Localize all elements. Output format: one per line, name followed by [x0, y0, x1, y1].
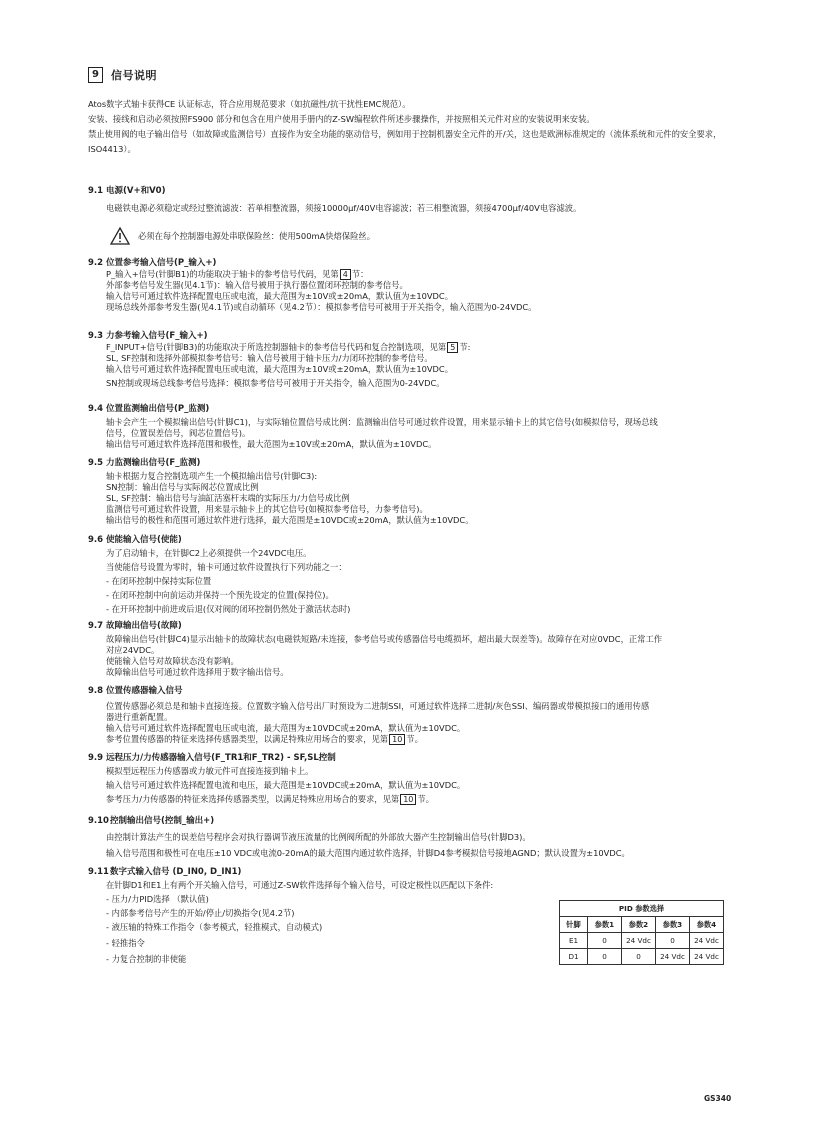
- intro-paragraph: 禁止使用阀的电子输出信号（如故障或监测信号）直接作为安全功能的驱动信号，例如用于控制机器安全元件的开/关，这也是欧洲标准规定的（流体系统和元件的安全要求，ISO4413）。: [88, 129, 722, 154]
- table-header: 参数1: [588, 917, 622, 933]
- list-item: - 液压轴的特殊工作指令（参考模式，轻推模式，自动模式): [106, 922, 323, 932]
- subsection-title: 控制输出信号(控制_输出+): [110, 816, 215, 826]
- subsection-title: 电源(V+和V0): [106, 186, 166, 196]
- section-9-8: [88, 685, 738, 745]
- section-9-1: [88, 185, 738, 214]
- paragraph: 对应24VDC。: [106, 645, 160, 655]
- subsection-number: 9.2: [88, 258, 104, 268]
- paragraph: [106, 792, 738, 806]
- table-header: 参数4: [690, 917, 724, 933]
- subsection-number: 9.3: [88, 331, 104, 341]
- paragraph: 输入信号范围和极性可在电压±10 VDC或电流0-20mA的最大范围内通过软件选择，针脚D4参考模拟信号接地AGND；默认设置为±10VDC。: [106, 848, 630, 858]
- section-title: 信号说明: [111, 69, 157, 82]
- subsection-number: 9.5: [88, 458, 104, 468]
- paragraph: [106, 269, 738, 280]
- list-item: - 压力/力PID选择 （默认值): [106, 894, 209, 904]
- paragraph: 电磁铁电源必须稳定或经过整流滤波：若单相整流器，须接10000μf/40V电容滤波；若三相整流器，须接4700μf/40V电容滤波。: [106, 203, 582, 213]
- table-cell: 24 Vdc: [690, 949, 724, 965]
- paragraph: 监测信号可通过软件设置，用来显示轴卡上的其它信号(如模拟参考信号，力参考信号)。: [106, 504, 428, 514]
- section-number-box: 9: [88, 67, 103, 83]
- paragraph: 输入信号可通过软件选择配置电压或电流，最大范围为±10V或±20mA，默认值为±10VDC。: [106, 364, 454, 374]
- text: P_输入+信号(针脚B1)的功能取决于轴卡的参考信号代码，见第: [106, 269, 339, 279]
- text: F_INPUT+信号(针脚B3)的功能取决于所选控制器轴卡的参考信号代码和复合控制选项，见第: [106, 342, 447, 352]
- subsection-number: 9.11: [88, 867, 109, 877]
- list-item: - 力复合控制的非使能: [106, 954, 187, 964]
- paragraph: 输入信号可通过软件选择配置电压或电流，最大范围为±10V或±20mA，默认值为±10VDC。: [106, 291, 454, 301]
- paragraph: 器进行重新配置。: [106, 712, 173, 722]
- paragraph: 在针脚D1和E1上有两个开关输入信号，可通过Z-SW软件选择每个输入信号，可设定极性以匹配以下条件:: [106, 880, 494, 890]
- table-row: [560, 949, 724, 965]
- section-9-7: [88, 620, 738, 678]
- subsection-title: 远程压力/力传感器输入信号(F_TR1和F_TR2) - SF,SL控制: [106, 753, 336, 763]
- paragraph: SL, SF控制：输出信号与油缸活塞杆末端的实际压力/力信号成比例: [106, 493, 350, 503]
- section-ref-box: 10: [389, 734, 405, 745]
- subsection-title: 位置监测输出信号(P_监测): [106, 404, 210, 414]
- section-ref-box: 4: [340, 269, 351, 280]
- paragraph: [106, 734, 738, 745]
- table-cell: 24 Vdc: [690, 933, 724, 949]
- paragraph: SL, SF控制和选择外部模拟参考信号：输入信号被用于轴卡压力/力闭环控制的参考信号。: [106, 353, 433, 363]
- paragraph: 输入信号可通过软件选择配置电流和电压，最大范围是±10VDC或±20mA，默认值为±10VDC。: [106, 780, 466, 790]
- paragraph: 输出信号的极性和范围可通过软件进行选择，最大范围是±10VDC或±20mA，默认值为±10VDC。: [106, 515, 474, 525]
- subsection-number: 9.7: [88, 621, 104, 631]
- paragraph: 信号，位置误差信号，阀芯位置信号)。: [106, 428, 251, 438]
- table-row: [560, 933, 724, 949]
- pid-parameter-table: [559, 900, 724, 965]
- warning-note: [110, 227, 375, 245]
- section-header: [88, 67, 157, 83]
- paragraph: 轴卡根据力复合控制选项产生一个模拟输出信号(针脚C3):: [106, 471, 318, 481]
- subsection-number: 9.10: [88, 816, 109, 826]
- paragraph: 轴卡会产生一个模拟输出信号(针脚C1)，与实际轴位置信号成比例：监测输出信号可通过软件设置，用来显示轴卡上的其它信号(如模拟信号，现场总线: [106, 417, 658, 427]
- table-cell: 0: [588, 933, 622, 949]
- paragraph: 外部参考信号发生器(见4.1节)：输入信号被用于执行器位置闭环控制的参考信号。: [106, 280, 408, 290]
- section-9-4: [88, 403, 738, 450]
- text: 节：: [351, 269, 369, 279]
- section-9-5: [88, 457, 738, 526]
- intro-paragraph: Atos数字式轴卡获得CE 认证标志，符合应用规范要求（如抗磁性/抗干扰性EMC规范）。: [88, 99, 411, 109]
- paragraph: 现场总线外部参考发生器(见4.1节)或自动循环（见4.2节）：模拟参考信号可被用于开关指令，输入范围为0-24VDC。: [106, 302, 537, 312]
- subsection-title: 位置参考输入信号(P_输入+): [106, 258, 217, 268]
- warning-icon: [110, 227, 130, 245]
- section-9-10: [88, 815, 738, 861]
- section-ref-box: 5: [447, 342, 458, 353]
- subsection-number: 9.6: [88, 535, 104, 545]
- table-cell: 0: [622, 949, 656, 965]
- paragraph: 输入信号可通过软件选择配置电压或电流，最大范围为±10VDC或±20mA，默认值为±10VDC。: [106, 723, 466, 733]
- section-9-6: [88, 534, 738, 616]
- paragraph: 模拟型远程压力传感器或力敏元件可直接连接到轴卡上。: [106, 766, 314, 776]
- section-9-2: [88, 257, 738, 313]
- list-item: - 在闭环控制中向前运动并保持一个预先设定的位置(保持位)。: [106, 590, 334, 600]
- text: 节。: [406, 734, 423, 744]
- list-item: - 在闭环控制中保持实际位置: [106, 576, 212, 586]
- table-cell: 24 Vdc: [656, 949, 690, 965]
- text: 参考压力/力传感器的特征来选择传感器类型，以满足特殊应用场合的要求，见第: [106, 794, 400, 804]
- table-cell: D1: [560, 949, 588, 965]
- paragraph: 使能输入信号对故障状态没有影响。: [106, 656, 239, 666]
- paragraph: 故障输出信号可通过软件选择用于数字输出信号。: [106, 667, 289, 677]
- table-cell: E1: [560, 933, 588, 949]
- subsection-number: 9.4: [88, 404, 104, 414]
- paragraph: SN控制或现场总线参考信号选择：模拟参考信号可被用于开关指令，输入范围为0-24VDC。: [106, 378, 445, 388]
- table-cell: 0: [656, 933, 690, 949]
- paragraph: 当使能信号设置为零时，轴卡可通过软件设置执行下列功能之一：: [106, 562, 347, 572]
- section-ref-box: 10: [400, 794, 416, 805]
- paragraph: 为了启动轴卡，在针脚C2上必须提供一个24VDC电压。: [106, 548, 312, 558]
- subsection-title: 力参考输入信号(F_输入+): [106, 331, 208, 341]
- table-header: 参数2: [622, 917, 656, 933]
- text: 节。: [417, 794, 434, 804]
- section-9-3: [88, 330, 738, 389]
- intro-text: [88, 97, 738, 157]
- list-item: - 轻推指令: [106, 938, 145, 948]
- section-9-9: [88, 752, 738, 806]
- subsection-title: 力监测输出信号(F_监测): [106, 458, 201, 468]
- paragraph: 由控制计算法产生的误差信号程序会对执行器调节液压流量的比例阀所配的外部放大器产生控制输出信号(针脚D3)。: [106, 832, 531, 842]
- paragraph: 位置传感器必须总是和轴卡直接连接。位置数字输入信号出厂时预设为二进制SSI，可通过软件选择二进制/灰色SSI、编码器或带模拟接口的通用传感: [106, 701, 650, 711]
- warning-text: 必须在每个控制器电源处串联保险丝：使用500mA快熔保险丝。: [138, 231, 376, 241]
- table-header: 针脚: [560, 917, 588, 933]
- table-header: 参数3: [656, 917, 690, 933]
- subsection-number: 9.8: [88, 686, 104, 696]
- list-item: - 内部参考信号产生的开始/停止/切换指令(见4.2节): [106, 908, 295, 918]
- subsection-number: 9.1: [88, 186, 104, 196]
- page-code: GS340: [704, 1094, 732, 1103]
- paragraph: SN控制：输出信号与实际阀芯位置成比例: [106, 482, 259, 492]
- subsection-title: 数字式输入信号 (D_IN0, D_IN1): [110, 867, 242, 877]
- table-cell: 24 Vdc: [622, 933, 656, 949]
- paragraph: 故障输出信号(针脚C4)显示出轴卡的故障状态(电磁铁短路/未连接，参考信号或传感器信号电缆损坏，超出最大误差等)。故障存在对应0VDC，正常工作: [106, 634, 663, 644]
- paragraph: [106, 342, 738, 353]
- intro-paragraph: 安装、接线和启动必须按照FS900 部分和包含在用户使用手册内的Z-SW编程软件所述步骤操作，并按照相关元件对应的安装说明来安装。: [88, 114, 595, 124]
- paragraph: 输出信号可通过软件选择范围和极性，最大范围为±10V或±20mA，默认值为±10VDC。: [106, 439, 437, 449]
- text: 参考位置传感器的特征来选择传感器类型，以满足特殊应用场合的要求，见第: [106, 734, 389, 744]
- table-cell: 0: [588, 949, 622, 965]
- text: 节:: [459, 342, 471, 352]
- table-title: PID 参数选择: [560, 901, 724, 917]
- subsection-title: 故障输出信号(故障): [106, 621, 182, 631]
- list-item: - 在开环控制中前进或后退(仅对阀的闭环控制仍然处于激活状态时): [106, 604, 351, 614]
- subsection-title: 位置传感器输入信号: [106, 686, 183, 696]
- subsection-title: 使能输入信号(使能): [106, 535, 182, 545]
- subsection-number: 9.9: [88, 753, 104, 763]
